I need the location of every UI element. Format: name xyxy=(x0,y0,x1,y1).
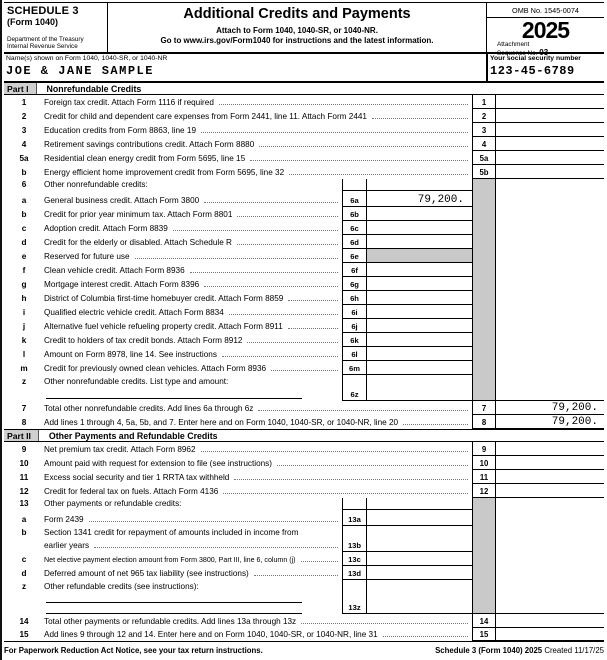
line-label: Other nonrefundable credits. List type and amount: xyxy=(44,377,229,386)
line-label-2: earlier years xyxy=(44,541,90,550)
form-line-6z xyxy=(4,375,472,401)
line-number: 6 xyxy=(21,180,27,189)
line-label: Residential clean energy credit from Form 5695, line 15 xyxy=(44,154,246,163)
line-13-content xyxy=(4,498,472,614)
line-letter: a xyxy=(21,515,27,524)
line-box-number: 5b xyxy=(472,165,496,179)
page-edge xyxy=(0,0,2,660)
line-6e-reserved-cell xyxy=(367,249,472,263)
sub-box-number: 13a xyxy=(342,510,367,526)
dotted-leader xyxy=(201,451,468,452)
line-letter: c xyxy=(21,224,27,233)
line-label: Other nonrefundable credits: xyxy=(44,180,148,189)
dotted-leader xyxy=(237,216,338,217)
paperwork-notice: For Paperwork Reduction Act Notice, see your tax return instructions. xyxy=(4,646,263,655)
sequence-number: 03 xyxy=(539,47,549,57)
form-line-6j xyxy=(4,319,472,333)
dotted-leader xyxy=(173,230,338,231)
line-number: 11 xyxy=(19,473,29,482)
dotted-leader xyxy=(223,493,468,494)
form-header xyxy=(4,2,604,57)
line-2-amount-field[interactable] xyxy=(496,109,604,123)
form-line-13a xyxy=(4,510,472,526)
agency-line-1: Department of the Treasury xyxy=(7,35,84,43)
dotted-leader xyxy=(271,370,338,371)
form-line-13 xyxy=(4,498,472,510)
line-letter: i xyxy=(22,308,26,317)
tax-year: 2025 xyxy=(521,17,570,43)
sub-box-number: 6l xyxy=(342,347,367,361)
sub-box-number: 6f xyxy=(342,263,367,277)
line-number: 13 xyxy=(19,499,29,508)
line-label: Amount on Form 8978, line 14. See instructions xyxy=(44,350,217,359)
line-label: Amount paid with request for extension to file (see instructions) xyxy=(44,459,272,468)
form-footer-id: Schedule 3 (Form 1040) 2025 xyxy=(435,646,543,655)
line-box-number: 10 xyxy=(472,456,496,470)
line-box-number: 11 xyxy=(472,470,496,484)
form-line-6l xyxy=(4,347,472,361)
line-number: 7 xyxy=(21,404,27,413)
form-line-6f xyxy=(4,263,472,277)
form-line-8 xyxy=(4,415,604,429)
line-label: Qualified electric vehicle credit. Attach Form 8834 xyxy=(44,308,224,317)
line-box-number: 9 xyxy=(472,442,496,456)
line-13-right-cell xyxy=(496,498,604,614)
line-6z-amount-field[interactable] xyxy=(367,375,472,401)
sub-box-number: 6a xyxy=(342,191,367,207)
line-letter: b xyxy=(21,528,27,537)
dotted-leader xyxy=(288,300,338,301)
part1-title: Nonrefundable Credits xyxy=(46,84,142,94)
line-box-number: 5a xyxy=(472,151,496,165)
line-letter: h xyxy=(21,294,27,303)
dotted-leader xyxy=(247,342,338,343)
form-line-15 xyxy=(4,628,604,642)
taxpayer-row xyxy=(4,54,604,82)
line-6-content xyxy=(4,179,472,401)
line-box-number: 8 xyxy=(472,415,496,429)
line-6z-writein-field[interactable] xyxy=(46,388,302,399)
line-number: 8 xyxy=(21,418,27,427)
part1-bar xyxy=(4,82,604,95)
goto-instruction: Go to www.irs.gov/Form1040 for instructions and the latest information. xyxy=(160,36,434,45)
sub-box-number xyxy=(342,498,367,510)
line-label: Credit for federal tax on fuels. Attach Form 4136 xyxy=(44,487,219,496)
line-13c-amount-field[interactable] xyxy=(367,552,472,566)
dotted-leader xyxy=(250,160,468,161)
line-5b-amount-field[interactable] xyxy=(496,165,604,179)
line-label: Other refundable credits (see instructions): xyxy=(44,581,199,591)
line-letter: e xyxy=(21,252,27,261)
sub-box-number: 13d xyxy=(342,566,367,580)
line-label: Total other nonrefundable credits. Add lines 6a through 6z xyxy=(44,404,254,413)
line-number: 10 xyxy=(19,459,29,468)
sub-box-number: 6h xyxy=(342,291,367,305)
line-11-amount-field[interactable] xyxy=(496,470,604,484)
line-number: 15 xyxy=(19,630,29,639)
name-block xyxy=(4,54,486,81)
line-6k-amount-field[interactable] xyxy=(367,333,472,347)
line-6-right-cell xyxy=(496,179,604,401)
line-label: Foreign tax credit. Attach Form 1116 if required xyxy=(44,98,214,107)
line-label: Education credits from Form 8863, line 19 xyxy=(44,126,196,135)
form-title: Additional Credits and Payments xyxy=(183,6,411,22)
line-label: District of Columbia first-time homebuyer credit. Attach Form 8859 xyxy=(44,294,284,303)
form-line-13c xyxy=(4,552,472,566)
line-label: Credit for prior year minimum tax. Attach Form 8801 xyxy=(44,210,233,219)
line-letter: k xyxy=(21,336,27,345)
ssn-label: Your social security number xyxy=(490,55,581,62)
line-10-amount-field[interactable] xyxy=(496,456,604,470)
dotted-leader xyxy=(237,244,338,245)
line-13b-content xyxy=(4,526,342,552)
form-line-12 xyxy=(4,484,604,498)
sub-box-number: 13c xyxy=(342,552,367,566)
line-13a-amount-field[interactable] xyxy=(367,510,472,526)
line-label: Net premium tax credit. Attach Form 8962 xyxy=(44,445,196,454)
dotted-leader xyxy=(89,521,338,522)
dotted-leader xyxy=(403,424,468,425)
form-line-6b xyxy=(4,207,472,221)
line-13z-amount-field[interactable] xyxy=(367,580,472,614)
line-number: 2 xyxy=(21,112,27,121)
dotted-leader xyxy=(190,272,338,273)
line-6f-amount-field[interactable] xyxy=(367,263,472,277)
line-letter: f xyxy=(22,266,26,275)
line-number: 1 xyxy=(21,98,27,107)
form-line-6a xyxy=(4,191,472,207)
form-title-block xyxy=(108,3,486,52)
line-label: Credit to holders of tax credit bonds. Attach Form 8912 xyxy=(44,336,243,345)
omb-block xyxy=(486,3,604,57)
form-line-13b xyxy=(4,526,472,552)
dotted-leader xyxy=(301,561,338,562)
sub-box-number: 6i xyxy=(342,305,367,319)
form-line-5a xyxy=(4,151,604,165)
line-number: 3 xyxy=(21,126,27,135)
form-line-11 xyxy=(4,470,604,484)
dotted-leader xyxy=(259,146,468,147)
line-label: Alternative fuel vehicle refueling property credit. Attach Form 8911 xyxy=(44,322,283,331)
dotted-leader xyxy=(219,104,468,105)
line-5a-amount-field[interactable] xyxy=(496,151,604,165)
sub-box-number: 6z xyxy=(342,375,367,401)
form-line-6 xyxy=(4,179,472,191)
line-9-amount-field[interactable] xyxy=(496,442,604,456)
line-letter: d xyxy=(21,569,27,578)
line-letter: j xyxy=(22,322,26,331)
dotted-leader xyxy=(277,465,468,466)
line-4-amount-field[interactable] xyxy=(496,137,604,151)
line-label: Reserved for future use xyxy=(44,252,130,261)
attachment-label: Attachment xyxy=(497,41,530,48)
line-1-amount-field[interactable] xyxy=(496,95,604,109)
line-letter: c xyxy=(21,555,27,564)
form-line-4 xyxy=(4,137,604,151)
dotted-leader xyxy=(204,202,338,203)
line-number: 14 xyxy=(19,617,29,626)
line-label: Net elective payment election amount from Form 3800, Part III, line 6, column (j) xyxy=(44,556,296,564)
sub-box-number: 13z xyxy=(342,580,367,614)
sub-box-number: 6e xyxy=(342,249,367,263)
part2-label: Part II xyxy=(4,430,39,441)
line-box-number: 4 xyxy=(472,137,496,151)
dotted-leader xyxy=(135,258,338,259)
dotted-leader xyxy=(201,132,468,133)
line-number: 5a xyxy=(19,154,29,163)
line-7-amount-field[interactable]: 79,200. xyxy=(496,401,604,415)
form-line-6d xyxy=(4,235,472,249)
sub-box-number: 6g xyxy=(342,277,367,291)
created-date: Created 11/17/25 xyxy=(544,646,604,655)
agency-name xyxy=(7,36,104,50)
line-6c-amount-field[interactable] xyxy=(367,221,472,235)
line-label: Clean vehicle credit. Attach Form 8936 xyxy=(44,266,185,275)
form-line-6i xyxy=(4,305,472,319)
part1-label: Part I xyxy=(4,83,37,94)
sub-amount-cell xyxy=(367,179,472,191)
line-letter: g xyxy=(21,280,27,289)
sub-box-number: 13b xyxy=(342,526,367,552)
schedule-3-form xyxy=(4,2,604,655)
line-letter: z xyxy=(21,581,27,591)
line-6-block xyxy=(4,179,604,401)
line-label: Energy efficient home improvement credit from Form 5695, line 32 xyxy=(44,168,285,177)
form-line-6g xyxy=(4,277,472,291)
dotted-leader xyxy=(289,174,468,175)
line-8-amount-field[interactable]: 79,200. xyxy=(496,415,604,429)
line-box-number: 7 xyxy=(472,401,496,415)
dotted-leader xyxy=(234,479,468,480)
attach-instruction: Attach to Form 1040, 1040-SR, or 1040-NR. xyxy=(216,26,378,35)
form-name: (Form 1040) xyxy=(7,17,59,27)
form-line-1 xyxy=(4,95,604,109)
line-label: Excess social security and tier 1 RRTA tax withheld xyxy=(44,473,230,482)
line-14-amount-field[interactable] xyxy=(496,614,604,628)
name-field[interactable]: JOE & JANE SAMPLE xyxy=(6,64,154,78)
line-label: General business credit. Attach Form 3800 xyxy=(44,196,200,205)
line-13z-writein-field-1[interactable] xyxy=(46,593,302,604)
line-letter: z xyxy=(21,377,27,386)
line-letter: d xyxy=(21,238,27,247)
sub-box-number: 6k xyxy=(342,333,367,347)
line-box-number: 2 xyxy=(472,109,496,123)
line-13z-writein-field-2[interactable] xyxy=(46,603,302,614)
spacer xyxy=(4,550,44,552)
part2-bar xyxy=(4,429,604,442)
line-6b-amount-field[interactable] xyxy=(367,207,472,221)
dotted-leader xyxy=(204,286,338,287)
dotted-leader xyxy=(229,314,338,315)
line-label: Credit for the elderly or disabled. Attach Schedule R xyxy=(44,238,232,247)
line-label: Total other payments or refundable credits. Add lines 13a through 13z xyxy=(44,617,297,626)
form-id-block xyxy=(4,3,108,52)
form-line-7 xyxy=(4,401,604,415)
line-6i-amount-field[interactable] xyxy=(367,305,472,319)
line-6d-amount-field[interactable] xyxy=(367,235,472,249)
form-footer xyxy=(4,642,604,655)
line-6h-amount-field[interactable] xyxy=(367,291,472,305)
line-number: b xyxy=(21,168,27,177)
line-letter: a xyxy=(21,196,27,205)
line-label: Retirement savings contributions credit. Attach Form 8880 xyxy=(44,140,255,149)
form-line-9 xyxy=(4,442,604,456)
form-line-10 xyxy=(4,456,604,470)
line-label: Credit for child and dependent care expenses from Form 2441, line 11. Attach Form 2441 xyxy=(44,112,367,121)
dotted-leader xyxy=(383,636,468,637)
line-13z-content xyxy=(4,580,342,614)
schedule-name: SCHEDULE 3 xyxy=(7,5,79,17)
line-label: Credit for previously owned clean vehicles. Attach Form 8936 xyxy=(44,364,267,373)
line-label: Deferred amount of net 965 tax liability (see instructions) xyxy=(44,569,249,578)
dotted-leader xyxy=(94,547,338,548)
form-line-6h xyxy=(4,291,472,305)
line-6j-amount-field[interactable] xyxy=(367,319,472,333)
line-label: Form 2439 xyxy=(44,515,84,524)
sub-box-number: 6c xyxy=(342,221,367,235)
line-number: 12 xyxy=(19,487,29,496)
omb-number: OMB No. 1545-0074 xyxy=(487,3,604,18)
line-13d-amount-field[interactable] xyxy=(367,566,472,580)
line-letter: b xyxy=(21,210,27,219)
form-line-5b xyxy=(4,165,604,179)
dotted-leader xyxy=(288,328,338,329)
form-line-6m xyxy=(4,361,472,375)
line-label: Add lines 1 through 4, 5a, 5b, and 7. Enter here and on Form 1040, 1040-SR, or 1040-NR, line 20 xyxy=(44,418,399,427)
sub-box-number: 6m xyxy=(342,361,367,375)
form-line-13d xyxy=(4,566,472,580)
line-label-1: Section 1341 credit for repayment of amounts included in income from xyxy=(44,528,299,537)
line-box-number: 1 xyxy=(472,95,496,109)
dotted-leader xyxy=(258,410,468,411)
shaded-column xyxy=(472,179,496,401)
line-label: Add lines 9 through 12 and 14. Enter here and on Form 1040, 1040-SR, or 1040-NR, line 31 xyxy=(44,630,378,639)
dotted-leader xyxy=(254,575,338,576)
name-label: Name(s) shown on Form 1040, 1040-SR, or 1040-NR xyxy=(6,55,168,62)
line-letter: m xyxy=(20,364,28,373)
line-box-number: 12 xyxy=(472,484,496,498)
line-6g-amount-field[interactable] xyxy=(367,277,472,291)
line-box-number: 3 xyxy=(472,123,496,137)
dotted-leader xyxy=(372,118,468,119)
line-box-number: 15 xyxy=(472,628,496,641)
line-15-amount-field[interactable] xyxy=(496,628,604,641)
dotted-leader xyxy=(222,356,338,357)
sub-box-number xyxy=(342,179,367,191)
form-line-6c xyxy=(4,221,472,235)
line-label: Other payments or refundable credits: xyxy=(44,499,182,508)
line-6z-content xyxy=(4,375,342,401)
sub-box-number: 6b xyxy=(342,207,367,221)
line-number: 9 xyxy=(21,445,27,454)
ssn-block xyxy=(486,54,604,81)
dotted-leader xyxy=(301,623,468,624)
line-label: Adoption credit. Attach Form 8839 xyxy=(44,224,168,233)
line-6a-amount-field[interactable]: 79,200. xyxy=(367,191,472,207)
line-13b-amount-field[interactable] xyxy=(367,526,472,552)
ssn-field[interactable]: 123-45-6789 xyxy=(490,64,575,78)
shaded-column xyxy=(472,498,496,614)
line-number: 4 xyxy=(21,140,27,149)
line-letter: l xyxy=(22,350,26,359)
line-box-number: 14 xyxy=(472,614,496,628)
agency-line-2: Internal Revenue Service xyxy=(7,42,78,50)
part2-title: Other Payments and Refundable Credits xyxy=(48,431,218,441)
line-3-amount-field[interactable] xyxy=(496,123,604,137)
sub-box-number: 6d xyxy=(342,235,367,249)
sub-amount-cell xyxy=(367,498,472,510)
form-line-14 xyxy=(4,614,604,628)
line-6m-amount-field[interactable] xyxy=(367,361,472,375)
line-13-block xyxy=(4,498,604,614)
form-line-6e xyxy=(4,249,472,263)
line-6l-amount-field[interactable] xyxy=(367,347,472,361)
form-line-2 xyxy=(4,109,604,123)
line-label: Mortgage interest credit. Attach Form 8396 xyxy=(44,280,200,289)
sequence-label: Sequence No. xyxy=(497,49,540,57)
form-line-3 xyxy=(4,123,604,137)
form-line-6k xyxy=(4,333,472,347)
form-line-13z xyxy=(4,580,472,614)
sub-box-number: 6j xyxy=(342,319,367,333)
line-12-amount-field[interactable] xyxy=(496,484,604,498)
